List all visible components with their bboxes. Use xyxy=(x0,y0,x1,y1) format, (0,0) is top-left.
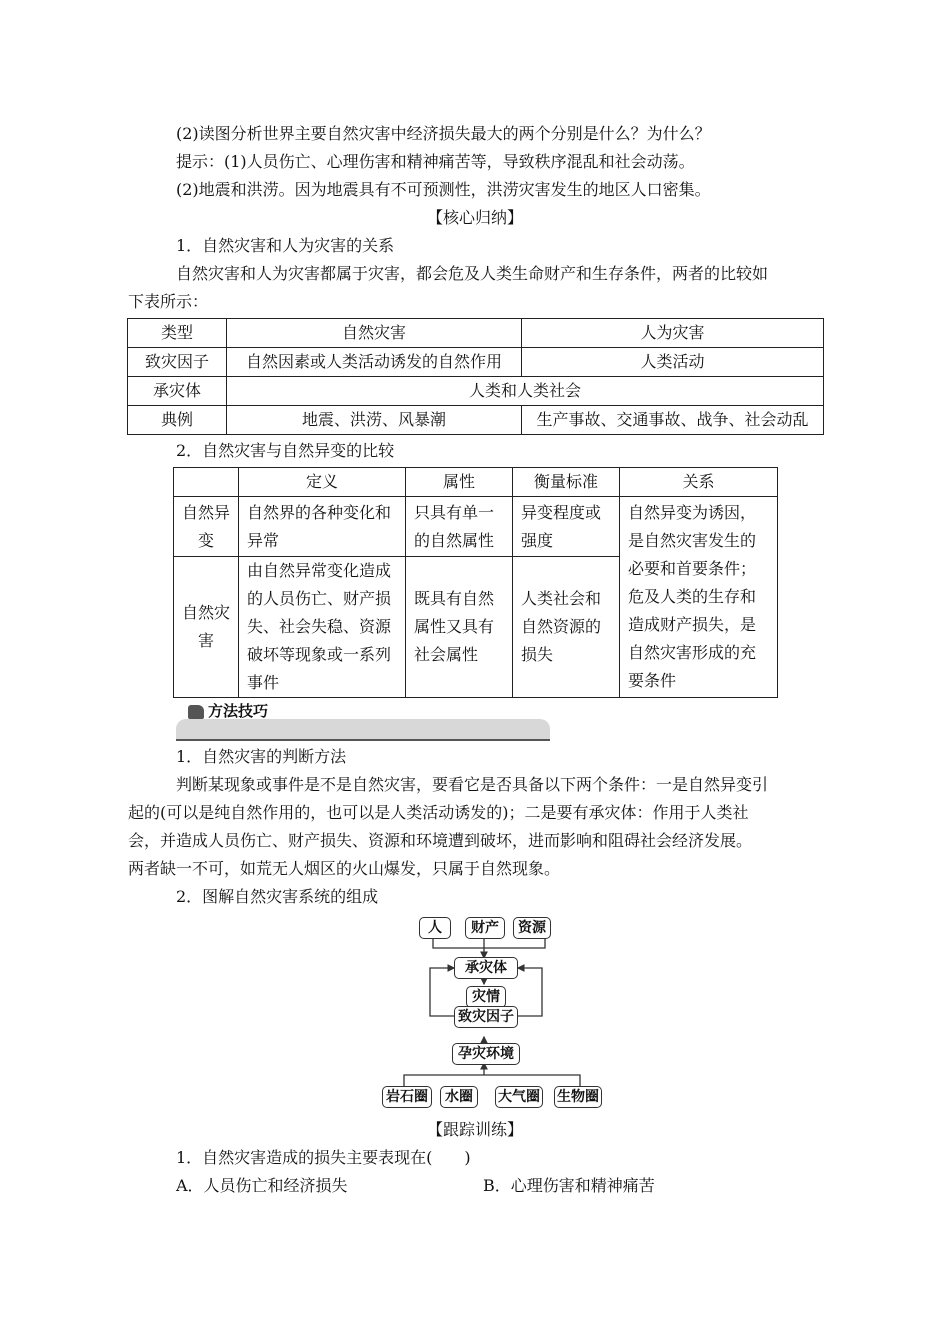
diagram-node-resources: 资源 xyxy=(513,917,551,939)
diagram-node-hydrosphere: 水圈 xyxy=(440,1086,478,1108)
table-cell: 人类和人类社会 xyxy=(227,377,824,406)
method-paragraph-line: 起的(可以是纯自然作用的，也可以是人类活动诱发的)；二是要有承灾体：作用于人类社 xyxy=(128,803,749,822)
table-cell: 典例 xyxy=(128,406,227,435)
section-1-paragraph-cont: 下表所示： xyxy=(128,292,209,311)
table-header: 自然灾害 xyxy=(227,319,522,348)
section-1-paragraph: 自然灾害和人为灾害都属于灾害，都会危及人类生命财产和生存条件，两者的比较如 xyxy=(176,264,769,283)
method-paragraph-line: 判断某现象或事件是不是自然灾害，要看它是否具备以下两个条件：一是自然异变引 xyxy=(176,775,769,794)
table-cell: 人类社会和自然资源的损失 xyxy=(513,557,620,698)
diagram-node-property: 财产 xyxy=(465,917,505,939)
table-header: 关系 xyxy=(620,468,778,497)
question-2: (2)读图分析世界主要自然灾害中经济损失最大的两个分别是什么？为什么？ xyxy=(176,124,711,143)
hint-2: (2)地震和洪涝。因为地震具有不可预测性，洪涝灾害发生的地区人口密集。 xyxy=(176,180,711,199)
table-header: 人为灾害 xyxy=(522,319,824,348)
table-cell: 致灾因子 xyxy=(128,348,227,377)
table-cell: 自然因素或人类活动诱发的自然作用 xyxy=(227,348,522,377)
table-cell: 承灾体 xyxy=(128,377,227,406)
diagram-node-people: 人 xyxy=(419,917,451,939)
method-paragraph-line: 会，并造成人员伤亡、财产损失、资源和环境遭到破坏，进而影响和阻碍社会经济发展。 xyxy=(128,831,753,850)
option-b: B．心理伤害和精神痛苦 xyxy=(483,1176,655,1195)
hint-1: 提示：(1)人员伤亡、心理伤害和精神痛苦等，导致秩序混乱和社会动荡。 xyxy=(176,152,695,171)
table-cell: 人类活动 xyxy=(522,348,824,377)
table-cell: 地震、洪涝、风暴潮 xyxy=(227,406,522,435)
table-cell: 异变程度或强度 xyxy=(513,497,620,557)
table-cell: 既具有自然属性又具有社会属性 xyxy=(406,557,513,698)
training-question-1: 1．自然灾害造成的损失主要表现在( ) xyxy=(176,1148,471,1167)
table-header: 类型 xyxy=(128,319,227,348)
method-heading-label: 方法技巧 xyxy=(208,702,269,720)
method-2-title: 2．图解自然灾害系统的组成 xyxy=(176,887,379,906)
table-header: 定义 xyxy=(239,468,406,497)
diagram-node-lithosphere: 岩石圈 xyxy=(382,1086,432,1108)
training-heading: 【跟踪训练】 xyxy=(426,1120,523,1139)
section-1-title: 1．自然灾害和人为灾害的关系 xyxy=(176,236,395,255)
option-a: A．人员伤亡和经济损失 xyxy=(176,1176,348,1195)
diagram-node-atmosphere: 大气圈 xyxy=(495,1086,543,1108)
table-cell: 自然灾害 xyxy=(174,557,239,698)
table-cell: 自然异变为诱因，是自然灾害发生的必要和首要条件；危及人类的生存和造成财产损失，是自然灾害形成的充要条件 xyxy=(620,497,778,698)
table-header: 衡量标准 xyxy=(513,468,620,497)
core-heading: 【核心归纳】 xyxy=(426,208,523,227)
table-cell: 自然界的各种变化和异常 xyxy=(239,497,406,557)
diagram-node-environment: 孕灾环境 xyxy=(452,1043,520,1065)
table-cell: 自然异变 xyxy=(174,497,239,557)
section-2-title: 2．自然灾害与自然异变的比较 xyxy=(176,441,395,460)
diagram-node-disaster: 灾情 xyxy=(466,986,506,1008)
method-paragraph-line: 两者缺一不可，如荒无人烟区的火山爆发，只属于自然现象。 xyxy=(128,859,561,878)
table-cell: 只具有单一的自然属性 xyxy=(406,497,513,557)
method-1-title: 1．自然灾害的判断方法 xyxy=(176,747,347,766)
diagram-node-factor: 致灾因子 xyxy=(454,1006,518,1028)
table-cell: 由自然异常变化造成的人员伤亡、财产损失、社会失稳、资源破坏等现象或一系列事件 xyxy=(239,557,406,698)
table-header: 属性 xyxy=(406,468,513,497)
diagram-node-biosphere: 生物圈 xyxy=(554,1086,602,1108)
table-cell: 生产事故、交通事故、战争、社会动乱 xyxy=(522,406,824,435)
diagram-node-bearer: 承灾体 xyxy=(454,957,518,979)
